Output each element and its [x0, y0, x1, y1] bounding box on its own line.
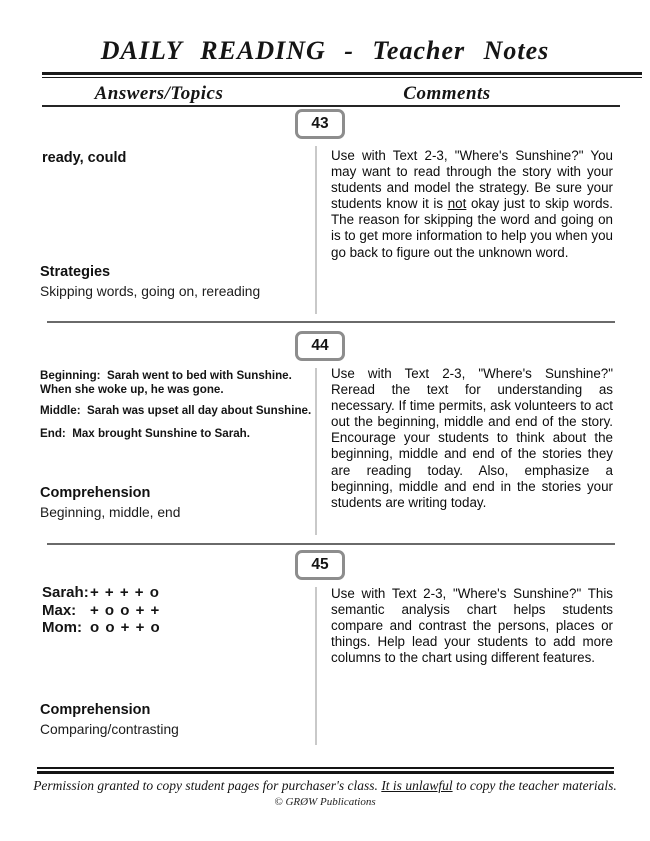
footer-text: Permission granted to copy student pages for purchaser's class. [33, 778, 382, 793]
semantic-chart-row [42, 619, 160, 636]
section-number-badge [295, 331, 345, 361]
skill-category-label: Comprehension [40, 702, 151, 718]
comment-paragraph: Use with Text 2-3, "Where's Sunshine?" Reread the text for understanding as necessary. If time permits, ask volunteers to act out the beginning, middle and end of the story. Encourage your students to think about the beginning, middle and end of the stories they are reading today. Also, emphasize a beginning, middle and end in the stories your students are writing today. [331, 366, 613, 510]
semantic-chart-row [42, 584, 159, 601]
section-separator [47, 321, 615, 323]
skill-category-label: Comprehension [40, 485, 151, 501]
chart-row-symbols: o o + + o [90, 619, 161, 636]
section-number-badge [295, 550, 345, 580]
chart-row-symbols: + + + + o [90, 584, 160, 601]
comment-paragraph [331, 148, 613, 261]
chart-row-symbols: + o o + + [90, 601, 160, 619]
story-beginning-line-1: Beginning: Sarah went to bed with Sunshine. [40, 369, 292, 382]
section-number-badge [295, 109, 345, 139]
header-single-rule [42, 105, 620, 107]
header-double-rule-thin [42, 77, 642, 79]
chart-row-label: Sarah: [42, 584, 89, 601]
skill-category-label: Strategies [40, 264, 111, 280]
footer-double-rule-thick [37, 771, 614, 774]
page-title: DAILY READING - Teacher Notes [100, 36, 550, 65]
comment-paragraph: Use with Text 2-3, "Where's Sunshine?" This semantic analysis chart helps students compare and contrast the persons, places or things. Help lead your students to add more columns to the chart using different features. [331, 586, 613, 666]
column-divider [315, 587, 317, 745]
story-beginning-line-2: When she woke up, he was gone. [40, 382, 224, 396]
section-number: 45 [311, 556, 329, 573]
column-header-comments: Comments [403, 83, 491, 104]
footer-underlined-phrase: It is unlawful [381, 778, 453, 793]
column-divider [315, 146, 317, 314]
footer-copyright: © GRØW Publications [274, 796, 376, 808]
comment-underlined-word: not [447, 196, 467, 212]
comment-text: Use with Text 2-3, "Where's Sunshine?" You may want to read through the story with your students and model the strategy. Be sure your students know it is [331, 148, 613, 212]
section-number: 43 [311, 115, 329, 132]
story-end-line: End: Max brought Sunshine to Sarah. [40, 427, 250, 440]
skill-category-items: Comparing/contrasting [40, 722, 179, 737]
section-number: 44 [311, 337, 329, 354]
answer-words: ready, could [42, 150, 127, 166]
semantic-chart-row [42, 602, 160, 619]
footer-permission-notice [0, 778, 650, 794]
column-header-answers-topics: Answers/Topics [94, 83, 224, 104]
skill-category-items: Beginning, middle, end [40, 505, 181, 520]
column-divider [315, 368, 317, 535]
story-middle-line: Middle: Sarah was upset all day about Sunshine. [40, 404, 312, 417]
chart-row-label: Mom: [42, 619, 82, 636]
footer-double-rule-thin [37, 767, 614, 769]
section-separator [47, 543, 615, 545]
comment-text: okay just to skip words. The reason for skipping the word and going on is to get more information to help you when you go back to figure out the unknown word. [331, 196, 613, 260]
header-double-rule-thick [42, 72, 642, 75]
skill-category-items: Skipping words, going on, rereading [40, 284, 261, 299]
chart-row-label: Max: [42, 601, 77, 619]
footer-text: to copy the teacher materials. [452, 778, 617, 793]
